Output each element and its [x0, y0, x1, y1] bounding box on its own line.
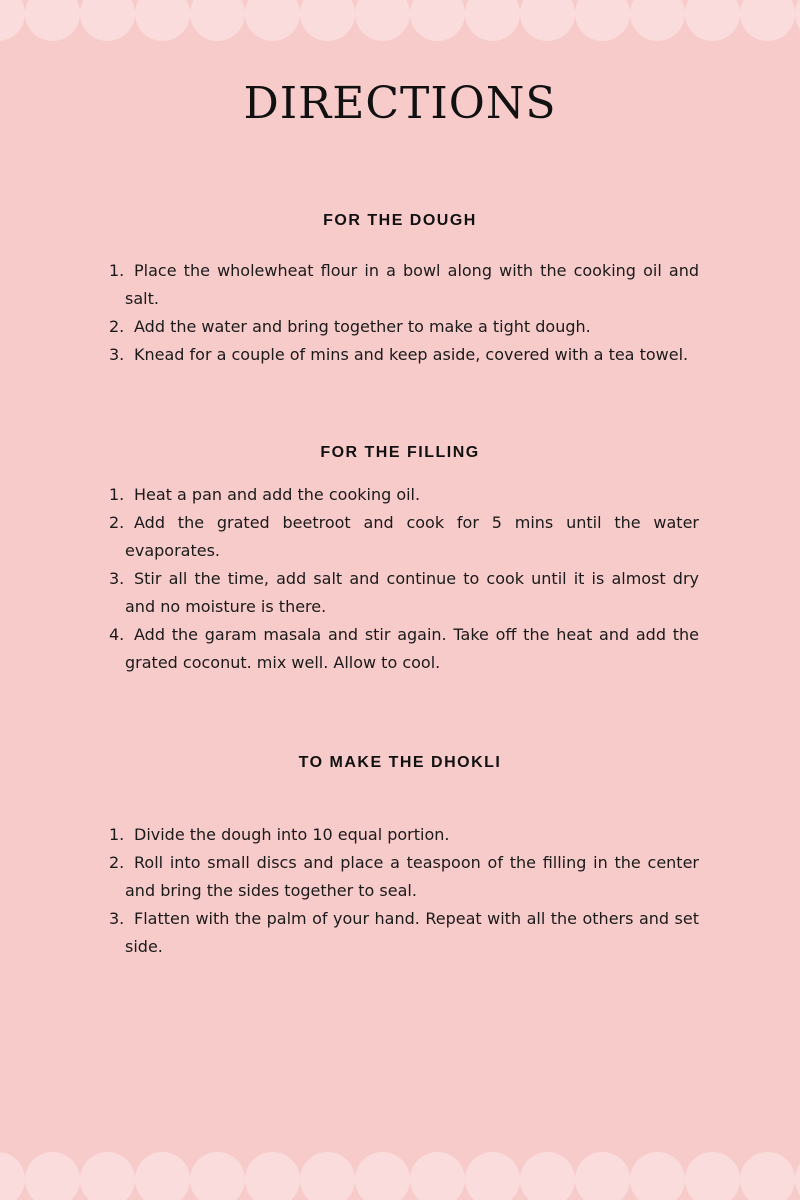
section-heading-dhokli: TO MAKE THE DHOKLI — [298, 754, 502, 771]
list-item: 4. Add the garam masala and stir again. Take off the heat and add the grated coconut. mix well. Allow to cool. — [109, 625, 699, 672]
list-item: 3. Stir all the time, add salt and continue to cook until it is almost dry and no moisture is there. — [109, 569, 699, 616]
bottom-scallop-border — [0, 1152, 800, 1200]
dough-steps-list — [105, 257, 699, 369]
page-title: DIRECTIONS — [243, 78, 557, 129]
section-heading-filling: FOR THE FILLING — [320, 444, 480, 461]
list-item: 1. Heat a pan and add the cooking oil. — [109, 485, 421, 504]
dhokli-steps-list — [105, 821, 699, 961]
list-item: 1. Place the wholewheat flour in a bowl along with the cooking oil and salt. — [109, 261, 699, 308]
list-item: 3. Knead for a couple of mins and keep aside, covered with a tea towel. — [109, 345, 689, 364]
list-item: 2. Roll into small discs and place a teaspoon of the filling in the center and bring the sides together to seal. — [109, 853, 699, 900]
list-item: 3. Flatten with the palm of your hand. Repeat with all the others and set side. — [109, 909, 699, 956]
section-heading-dough: FOR THE DOUGH — [323, 212, 477, 229]
filling-steps-list — [105, 481, 699, 677]
list-item: 2. Add the water and bring together to make a tight dough. — [109, 317, 591, 336]
list-item: 1. Divide the dough into 10 equal portion. — [109, 825, 450, 844]
top-scallop-border — [0, 0, 800, 46]
list-item: 2. Add the grated beetroot and cook for 5 mins until the water evaporates. — [109, 513, 699, 560]
